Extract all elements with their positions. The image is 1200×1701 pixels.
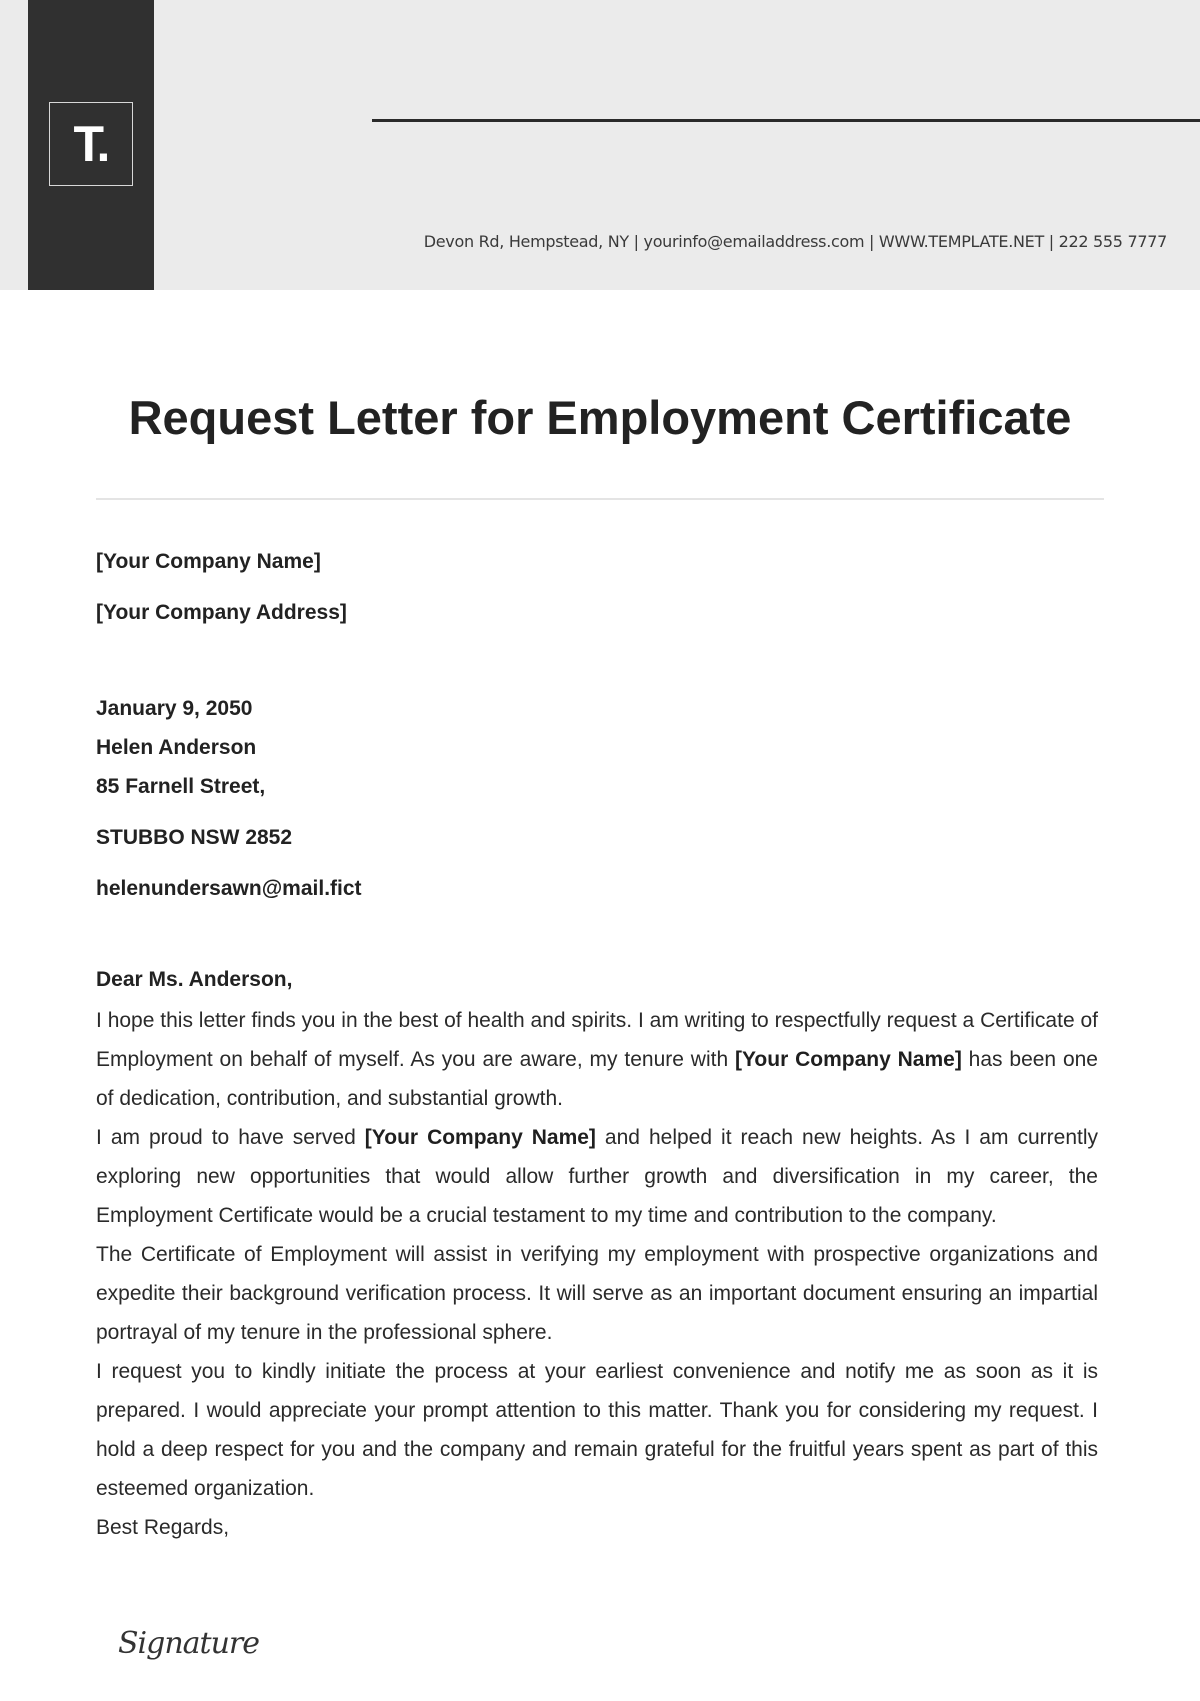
body-paragraph-1: I hope this letter finds you in the best of health and spirits. I am writing to respectfully request a Certificate of Employment on behalf of myself. As you are aware, my tenure with [Your Company Name] has been one of dedication, contribution, and substantial growth. bbox=[96, 1009, 1098, 1110]
signature: Signature bbox=[118, 1626, 260, 1661]
letter-date: January 9, 2050 bbox=[96, 697, 253, 720]
letterhead-header bbox=[0, 0, 1200, 290]
company-address: [Your Company Address] bbox=[96, 601, 347, 624]
recipient-email: helenundersawn@mail.fict bbox=[96, 877, 362, 900]
body-paragraph-4: I request you to kindly initiate the process at your earliest convenience and notify me as soon as it is prepared. I would appreciate your prompt attention to this matter. Thank you for considering my request. I hold a deep respect for you and the company and remain grateful for the fruitful years spent as part of this esteemed organization. bbox=[96, 1360, 1098, 1500]
contact-line: Devon Rd, Hempstead, NY | yourinfo@emailaddress.com | WWW.TEMPLATE.NET | 222 555 7777 bbox=[423, 232, 1167, 251]
recipient-name: Helen Anderson bbox=[96, 736, 257, 759]
company-name-placeholder: [Your Company Name] bbox=[364, 1126, 596, 1149]
salutation: Dear Ms. Anderson, bbox=[96, 968, 293, 991]
company-name-placeholder: [Your Company Name] bbox=[734, 1048, 962, 1071]
body-paragraph-3: The Certificate of Employment will assist in verifying my employment with prospective organizations and expedite their background verification process. It will serve as an important document ensuring an impartial portrayal of my tenure in the professional sphere. bbox=[96, 1243, 1098, 1344]
company-name: [Your Company Name] bbox=[96, 550, 321, 573]
letter-body bbox=[96, 1001, 1098, 1547]
title-divider bbox=[96, 498, 1104, 500]
company-logo: T. bbox=[49, 102, 133, 186]
document-title: Request Letter for Employment Certificate bbox=[128, 391, 1072, 444]
recipient-street: 85 Farnell Street, bbox=[96, 775, 266, 798]
recipient-city: STUBBO NSW 2852 bbox=[96, 826, 293, 849]
header-divider bbox=[372, 119, 1200, 122]
body-paragraph-2: I am proud to have served [Your Company Name] and helped it reach new heights. As I am currently exploring new opportunities that would allow further growth and diversification in my career, the Employment Certificate would be a crucial testament to my time and contribution to the company. bbox=[96, 1126, 1098, 1227]
closing: Best Regards, bbox=[96, 1516, 230, 1539]
